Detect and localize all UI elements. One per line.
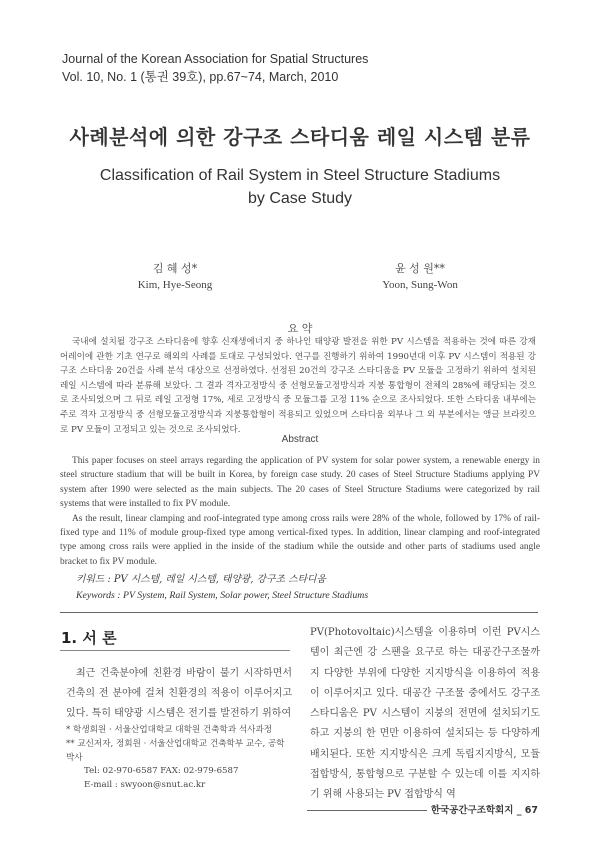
paper-title-english (0, 164, 600, 210)
footnotes (66, 724, 292, 793)
section-title: 1. 서 론 (61, 629, 117, 647)
paper-title-english-line2: by Case Study (247, 190, 353, 207)
abstract-english-p2: As the result, linear clamping and roof-integrated type among cross rails were 28% of the whole, followed by 17% of rail-fixed type and 11% of module group-fixed type among vertical-fixed types. In addition, linear clamping and roof-integrated type among cross rails were applied in the inside of the stadium while the outside and other parts of stadiums used angle bracket to fix PV module. (60, 513, 540, 567)
abstract-english-p1: This paper focuses on steel arrays regarding the application of PV system for solar power system, a renewable energy in steel structure stadium that will be built in Korea, by foreign case study. 20 cases of Steel Structure Stadiums applying PV system after 1990 were selected as the main subjects. The 20 cases of Steel Structure Stadiums were categorized by rail systems that were installed to fix PV module. (60, 456, 540, 510)
keywords-korean: 키워드 : PV 시스템, 레일 시스템, 태양광, 강구조 스타디움 (76, 574, 326, 585)
section-divider (60, 612, 538, 613)
keywords-block (76, 572, 368, 604)
author-1-korean: 김 혜 성* (152, 262, 198, 275)
keywords-english: Keywords : PV System, Rail System, Solar power, Steel Structure Stadiums (76, 590, 369, 601)
journal-header (62, 50, 368, 86)
paper-title-korean: 사례분석에 의한 강구조 스타디움 레일 시스템 분류 (69, 125, 531, 149)
journal-volume: Vol. 10, No. 1 (통권 39호), pp.67~74, March, 2010 (62, 70, 339, 84)
author-1-english: Kim, Hye-Seong (137, 279, 213, 291)
author-2 (355, 260, 485, 294)
author-2-korean: 윤 성 원** (395, 262, 445, 275)
footer-journal-page: 한국공간구조학회지 _ 67 (430, 805, 538, 816)
footer-rule (307, 810, 427, 811)
footnote-1: * 학생회원 · 서울산업대학교 대학원 건축학과 석사과정 (66, 725, 273, 735)
author-2-english: Yoon, Sung-Won (382, 279, 458, 291)
body-text-left (66, 664, 292, 724)
section-title-underline (60, 650, 290, 651)
footnote-4: E-mail : swyoon@snut.ac.kr (84, 780, 206, 791)
abstract-korean-heading: 요 약 (287, 322, 313, 335)
abstract-korean-text: 국내에 설치될 강구조 스타디움에 향후 신재생에너지 중 하나인 태양광 발전을 위한 PV 시스템을 적용하는 것에 따른 강재 어레이에 관한 기초 연구로 해외의 사례를 토대로 구성되었다. 연구를 진행하기 위하여 1990년대 이후 PV 시스템이 적용된 강구조 스타디움 20건을 사례 분석 대상으로 선정하였다. 선정된 20건의 강구조 스타디움을 PV 모듈을 고정하기 위하여 설치된 레일 시스템에 따라 분류해 보았다. 그 결과 격자고정방식 중 선형모듈고정방식과 지붕 통합형이 전체의 28%에 해당되는 것으로 조사되었으며 그 뒤로 레일 고정형 17%, 세로 고정방식 중 모듈그룹 고정 11% 순으로 조사되었다. 또한 스타디움 내부에는 주로 격자 고정방식 중 선형모듈고정방식과 지붕통합형이 적용되고 있었으며 스타디움 외부나 그 외 부분에서는 앵글 브라킷으로 PV 모듈이 고정되고 있는 것으로 조사되었다. (60, 337, 536, 435)
page-footer (307, 802, 538, 816)
author-1 (110, 260, 240, 294)
paper-title-english-line1: Classification of Rail System in Steel Structure Stadiums (99, 167, 501, 184)
body-text-right (310, 623, 540, 806)
abstract-english-heading: Abstract (281, 434, 319, 445)
body-left-paragraph: 최근 건축분야에 친환경 바람이 불기 시작하면서 건축의 전 분야에 걸쳐 친환경의 적용이 이루어지고 있다. 특히 태양광 시스템은 전기를 발전하기 위하여 (66, 668, 292, 719)
journal-name: Journal of the Korean Association for Spatial Structures (62, 52, 369, 66)
footnote-3: Tel: 02-970-6587 FAX: 02-979-6587 (84, 766, 239, 777)
abstract-english (60, 454, 540, 569)
footnote-2: ** 교신저자, 정회원 · 서울산업대학교 건축학부 교수, 공학박사 (66, 738, 285, 763)
abstract-korean (60, 335, 536, 437)
body-right-paragraph: PV(Photovoltaic)시스템을 이용하며 이런 PV시스템이 최근엔 강 스팬을 요구로 하는 대공간구조물까지 다양한 부위에 다양한 지지방식을 이용하여 적용이 이루어지고 있다. 대공간 구조물 중에서도 강구조 스타디움은 PV 시스템이 지붕의 전면에 설치되기도 하고 지붕의 한 면만 이용하여 설치되는 등 다양하게 배치된다. 또한 지지방식은 크게 독립지지방식, 모듈접합방식, 통합형으로 구분할 수 있는데 이를 지지하기 위해 사용되는 PV 접합방식 역 (310, 627, 540, 801)
